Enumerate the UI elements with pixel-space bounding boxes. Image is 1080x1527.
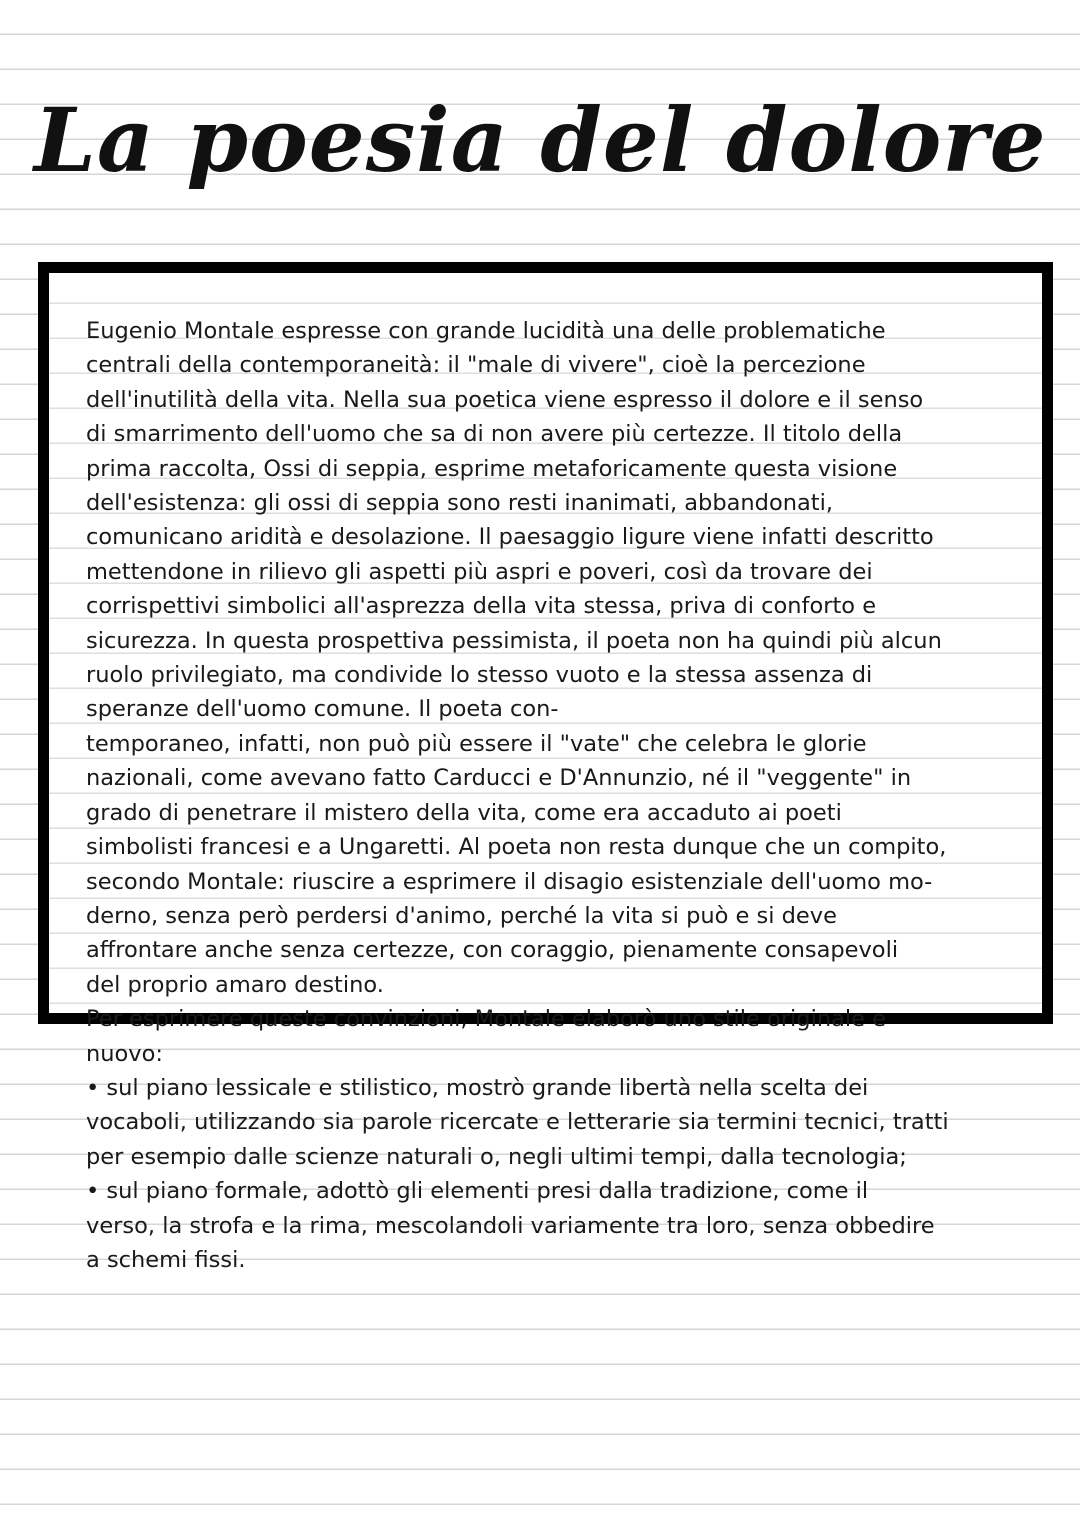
- text-line: speranze dell'uomo comune. Il poeta con-: [86, 696, 559, 723]
- text-line: temporaneo, infatti, non può più essere il "vate" che celebra le glorie: [86, 730, 867, 757]
- page-title: La poesia del dolore: [34, 88, 1047, 192]
- text-line: mettendone in rilievo gli aspetti più aspri e poveri, così da trovare dei: [86, 558, 873, 585]
- text-line: derno, senza però perdersi d'animo, perché la vita si può e si deve: [86, 902, 837, 929]
- text-frame: [38, 262, 1053, 1273]
- text-line: ruolo privilegiato, ma condivide lo stesso vuoto e la stessa assenza di: [86, 662, 873, 689]
- text-line: Eugenio Montale espresse con grande lucidità una delle problematiche: [86, 318, 886, 344]
- text-line: Per esprimere queste convinzioni, Montale elaborò uno stile originale e: [86, 1006, 886, 1033]
- text-line: del proprio amaro destino.: [86, 971, 384, 998]
- text-line: per esempio dalle scienze naturali o, negli ultimi tempi, dalla tecnologia;: [86, 1143, 907, 1170]
- body-text: [86, 314, 1016, 1277]
- text-line: vocaboli, utilizzando sia parole ricercate e letterarie sia termini tecnici, tratti: [86, 1109, 949, 1136]
- bullet-item: • sul piano formale, adottò gli elementi presi dalla tradizione, come il: [86, 1178, 869, 1205]
- text-line: simbolisti francesi e a Ungaretti. Al poeta non resta dunque che un compito,: [86, 834, 947, 861]
- text-line: a schemi fissi.: [86, 1246, 246, 1273]
- text-line: grado di penetrare il mistero della vita, come era accaduto ai poeti: [86, 799, 842, 826]
- bullet-item: • sul piano lessicale e stilistico, mostrò grande libertà nella scelta dei: [86, 1074, 869, 1101]
- text-line: corrispettivi simbolici all'asprezza della vita stessa, priva di conforto e: [86, 593, 877, 620]
- text-line: dell'esistenza: gli ossi di seppia sono resti inanimati, abbandonati,: [86, 490, 833, 517]
- text-line: prima raccolta, Ossi di seppia, esprime metaforicamente questa visione: [86, 455, 898, 482]
- text-line: affrontare anche senza certezze, con coraggio, pienamente consapevoli: [86, 937, 899, 964]
- text-line: verso, la strofa e la rima, mescolandoli variamente tra loro, senza obbedire: [86, 1212, 935, 1239]
- text-line: nazionali, come avevano fatto Carducci e D'Annunzio, né il "veggente" in: [86, 765, 912, 792]
- text-line: dell'inutilità della vita. Nella sua poetica viene espresso il dolore e il senso: [86, 386, 924, 413]
- text-line: secondo Montale: riuscire a esprimere il disagio esistenziale dell'uomo mo-: [86, 868, 933, 895]
- text-line: comunicano aridità e desolazione. Il paesaggio ligure viene infatti descritto: [86, 524, 934, 551]
- text-line: sicurezza. In questa prospettiva pessimista, il poeta non ha quindi più alcun: [86, 627, 942, 654]
- text-line: di smarrimento dell'uomo che sa di non avere più certezze. Il titolo della: [86, 421, 903, 448]
- text-line: nuovo:: [86, 1040, 163, 1067]
- text-line: centrali della contemporaneità: il "male di vivere", cioè la percezione: [86, 352, 866, 379]
